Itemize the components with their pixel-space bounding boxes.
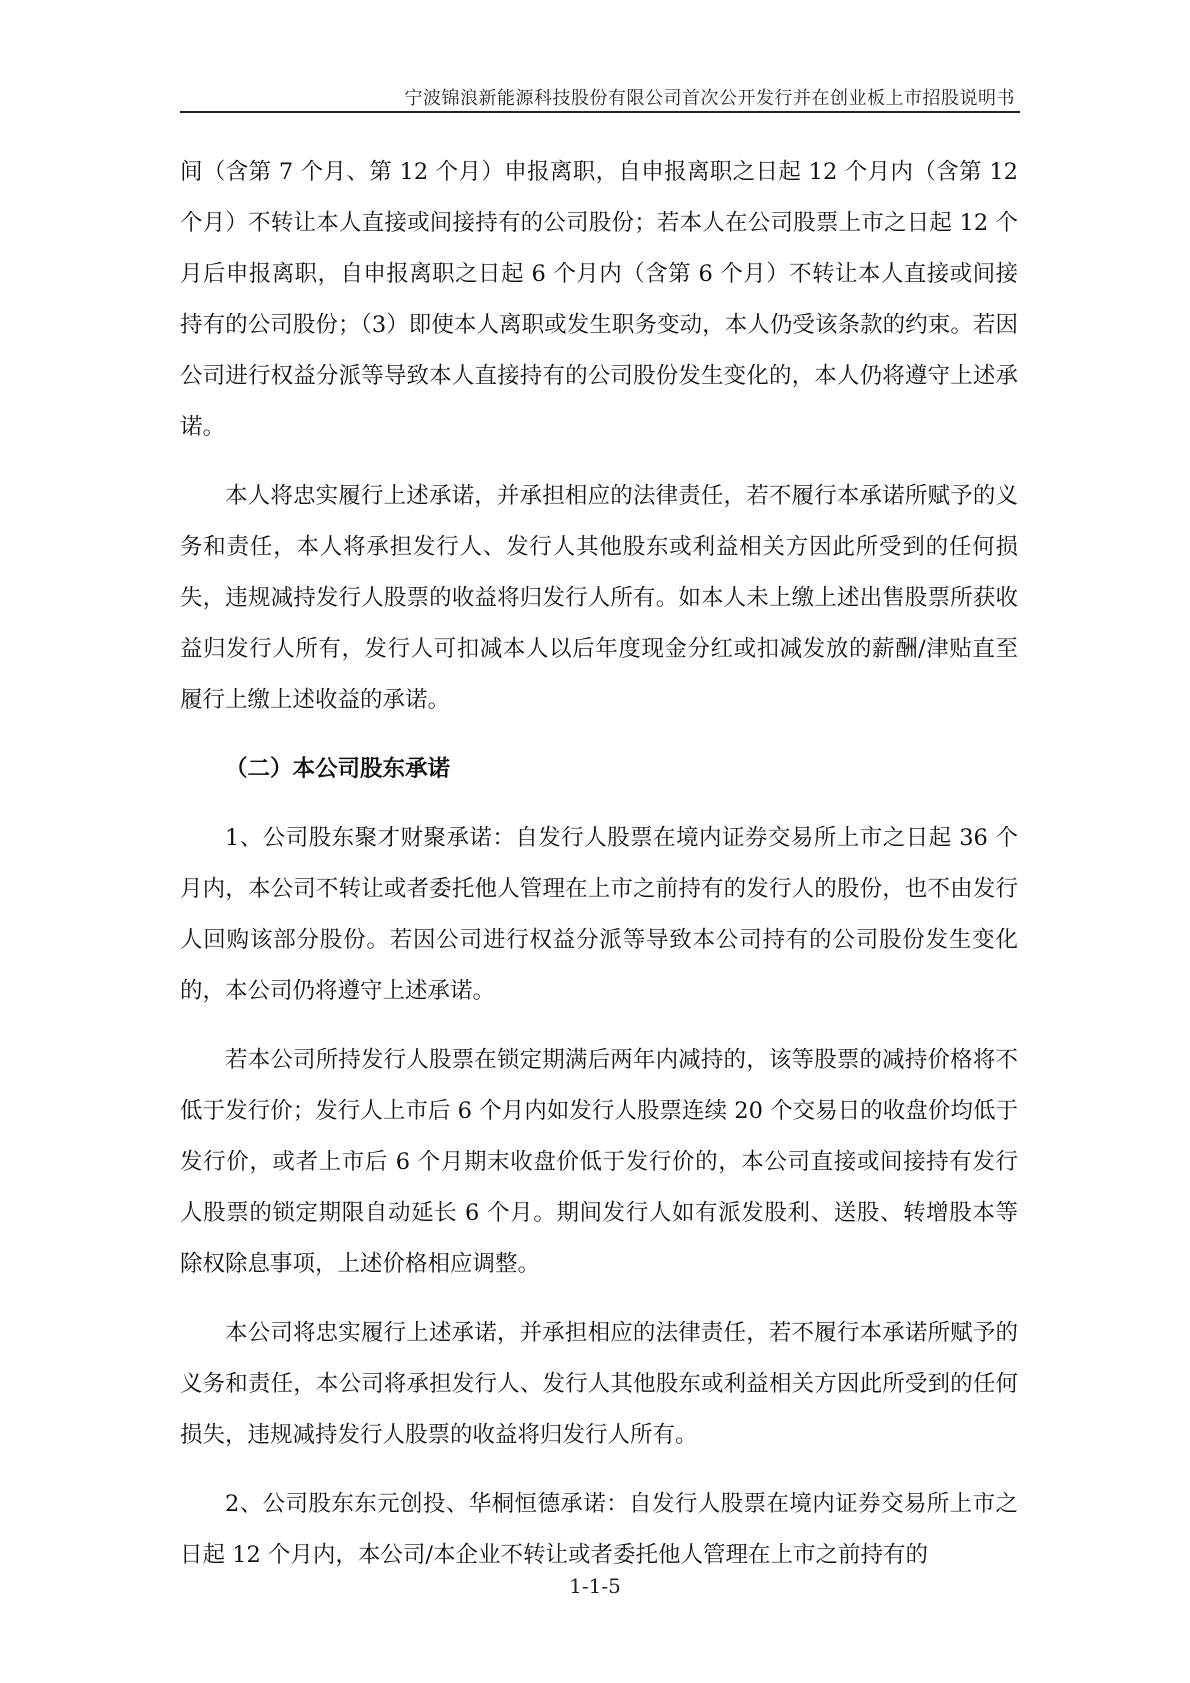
document-header-title: 宁波锦浪新能源科技股份有限公司首次公开发行并在创业板上市招股说明书: [404, 88, 1015, 109]
paragraph-responsibility-director: 本人将忠实履行上述承诺，并承担相应的法律责任，若不履行本承诺所赋予的义务和责任，本人将承担发行人、发行人其他股东或利益相关方因此所受到的任何损失，违规减持发行人股票的收益将归发行人所有。如本人未上缴上述出售股票所获收益归发行人所有，发行人可扣减本人以后年度现金分红或扣减发放的薪酬/津贴直至履行上缴上述收益的承诺。: [180, 483, 1018, 713]
paragraph-reduction-price: 若本公司所持发行人股票在锁定期满后两年内减持的，该等股票的减持价格将不低于发行价；发行人上市后 6 个月内如发行人股票连续 20 个交易日的收盘价均低于发行价，或者上市后 6 个月期末收盘价低于发行价的，本公司直接或间接持有发行人股票的锁定期限自动延长 6 个月。期间发行人如有派发股利、送股、转增股本等除权除息事项，上述价格相应调整。: [180, 1047, 1018, 1277]
paragraph-responsibility-company: 本公司将忠实履行上述承诺，并承担相应的法律责任，若不履行本承诺所赋予的义务和责任，本公司将承担发行人、发行人其他股东或利益相关方因此所受到的任何损失，违规减持发行人股票的收益将归发行人所有。: [180, 1320, 1018, 1448]
header-divider: [180, 111, 1020, 113]
paragraph-continuation: 间（含第 7 个月、第 12 个月）申报离职，自申报离职之日起 12 个月内（含第 12 个月）不转让本人直接或间接持有的公司股份；若本人在公司股票上市之日起 12 个月后申报离职，自申报离职之日起 6 个月内（含第 6 个月）不转让本人直接或间接持有的公司股份；（3）即使本人离职或发生职务变动，本人仍受该条款的约束。若因公司进行权益分派等导致本人直接持有的公司股份发生变化的，本人仍将遵守上述承诺。: [180, 159, 1018, 440]
paragraph-dongyuan-huatong-commitment: 2、公司股东东元创投、华桐恒德承诺：自发行人股票在境内证券交易所上市之日起 12 个月内，本公司/本企业不转让或者委托他人管理在上市之前持有的: [180, 1491, 1018, 1568]
section-heading-shareholder-commitments: （二）本公司股东承诺: [225, 756, 451, 782]
paragraph-jucai-commitment: 1、公司股东聚才财聚承诺：自发行人股票在境内证券交易所上市之日起 36 个月内，本公司不转让或者委托他人管理在上市之前持有的发行人的股份，也不由发行人回购该部分股份。若因公司进行权益分派等导致本公司持有的公司股份发生变化的，本公司仍将遵守上述承诺。: [180, 825, 1018, 1004]
document-body: [180, 147, 1018, 1581]
page-number: 1-1-5: [569, 1574, 621, 1598]
